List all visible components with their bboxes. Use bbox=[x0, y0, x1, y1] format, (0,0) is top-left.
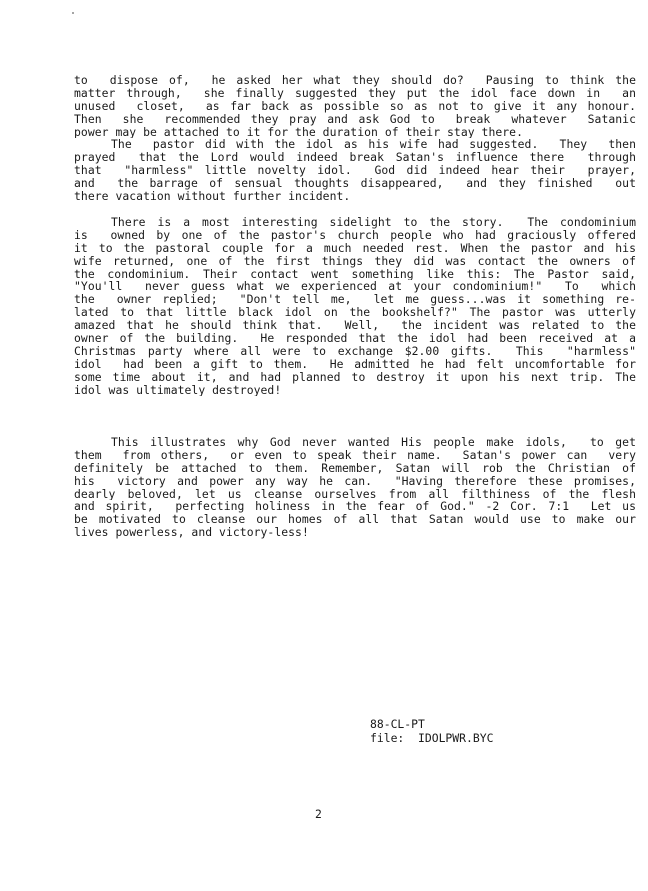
text-line: them from others, or even to speak their name. Satan's power can very bbox=[74, 448, 636, 462]
paragraph-2 bbox=[74, 216, 636, 396]
text-line: and spirit, perfecting holiness in the fear of God." -2 Cor. 7:1 Let us bbox=[74, 500, 636, 514]
reference-code: 88-CL-PT bbox=[370, 717, 425, 731]
text-line: There is a most interesting sidelight to the story. The condominium bbox=[111, 216, 636, 229]
text-line: the owner replied; "Don't tell me, let me guess...was it something re- bbox=[74, 293, 636, 307]
text-line: lated to that little black idol on the bookshelf?" The pastor was utterly bbox=[74, 306, 636, 320]
text-line: owner of the building. He responded that the idol had been received at a bbox=[74, 332, 636, 345]
text-line: This illustrates why God never wanted His people make idols, to get bbox=[111, 436, 636, 449]
text-line: The pastor did with the idol as his wife had suggested. They then bbox=[111, 138, 636, 152]
paragraph-1 bbox=[74, 74, 636, 203]
text-line: idol was ultimately destroyed! bbox=[74, 383, 282, 397]
text-line: Christmas party where all were to exchange $2.00 gifts. This "harmless" bbox=[74, 344, 636, 358]
text-line: it to the pastoral couple for a much needed rest. When the pastor and his bbox=[74, 241, 636, 255]
text-line: the condominium. Their contact went something like this: The Pastor said, bbox=[74, 267, 636, 281]
text-line: unused closet, as far back as possible so as not to give it any honour. bbox=[74, 99, 636, 113]
text-line: some time about it, and had planned to destroy it upon his next trip. The bbox=[74, 370, 636, 384]
text-line: definitely be attached to them. Remember, Satan will rob the Christian of bbox=[74, 461, 636, 475]
text-line: to dispose of, he asked her what they should do? Pausing to think the bbox=[74, 74, 636, 87]
text-line: dearly beloved, let us cleanse ourselves from all filthiness of the flesh bbox=[74, 487, 636, 501]
text-line: there vacation without further incident. bbox=[74, 190, 351, 203]
text-line: his victory and power any way he can. "Having therefore these promises, bbox=[74, 474, 636, 488]
text-line: "You'll never guess what we experienced at your condominium!" To which bbox=[74, 280, 636, 294]
text-line: and the barrage of sensual thoughts disappeared, and they finished out bbox=[74, 177, 636, 191]
text-line: matter through, she finally suggested they put the idol face down in an bbox=[74, 86, 636, 100]
text-line: amazed that he should think that. Well, the incident was related to the bbox=[74, 319, 636, 333]
text-line: that "harmless" little novelty idol. God did indeed hear their prayer, bbox=[74, 164, 636, 178]
paragraph-3 bbox=[74, 436, 636, 539]
text-line: power may be attached to it for the duration of their stay there. bbox=[74, 125, 524, 139]
text-line: wife returned, one of the first things they did was contact the owners of bbox=[74, 254, 636, 268]
scan-speck bbox=[72, 12, 74, 14]
text-line: prayed that the Lord would indeed break Satan's influence there through bbox=[74, 151, 636, 165]
text-line: idol had been a gift to them. He admitted he had felt uncomfortable for bbox=[74, 357, 636, 371]
page-number: 2 bbox=[315, 807, 322, 821]
text-line: lives powerless, and victory-less! bbox=[74, 526, 309, 540]
text-line: is owned by one of the pastor's church people who had graciously offered bbox=[74, 228, 636, 242]
file-name: file: IDOLPWR.BYC bbox=[370, 731, 494, 745]
text-line: Then she recommended they pray and ask God to break whatever Satanic bbox=[74, 112, 636, 126]
text-line: be motivated to cleanse our homes of all that Satan would use to make our bbox=[74, 513, 636, 527]
